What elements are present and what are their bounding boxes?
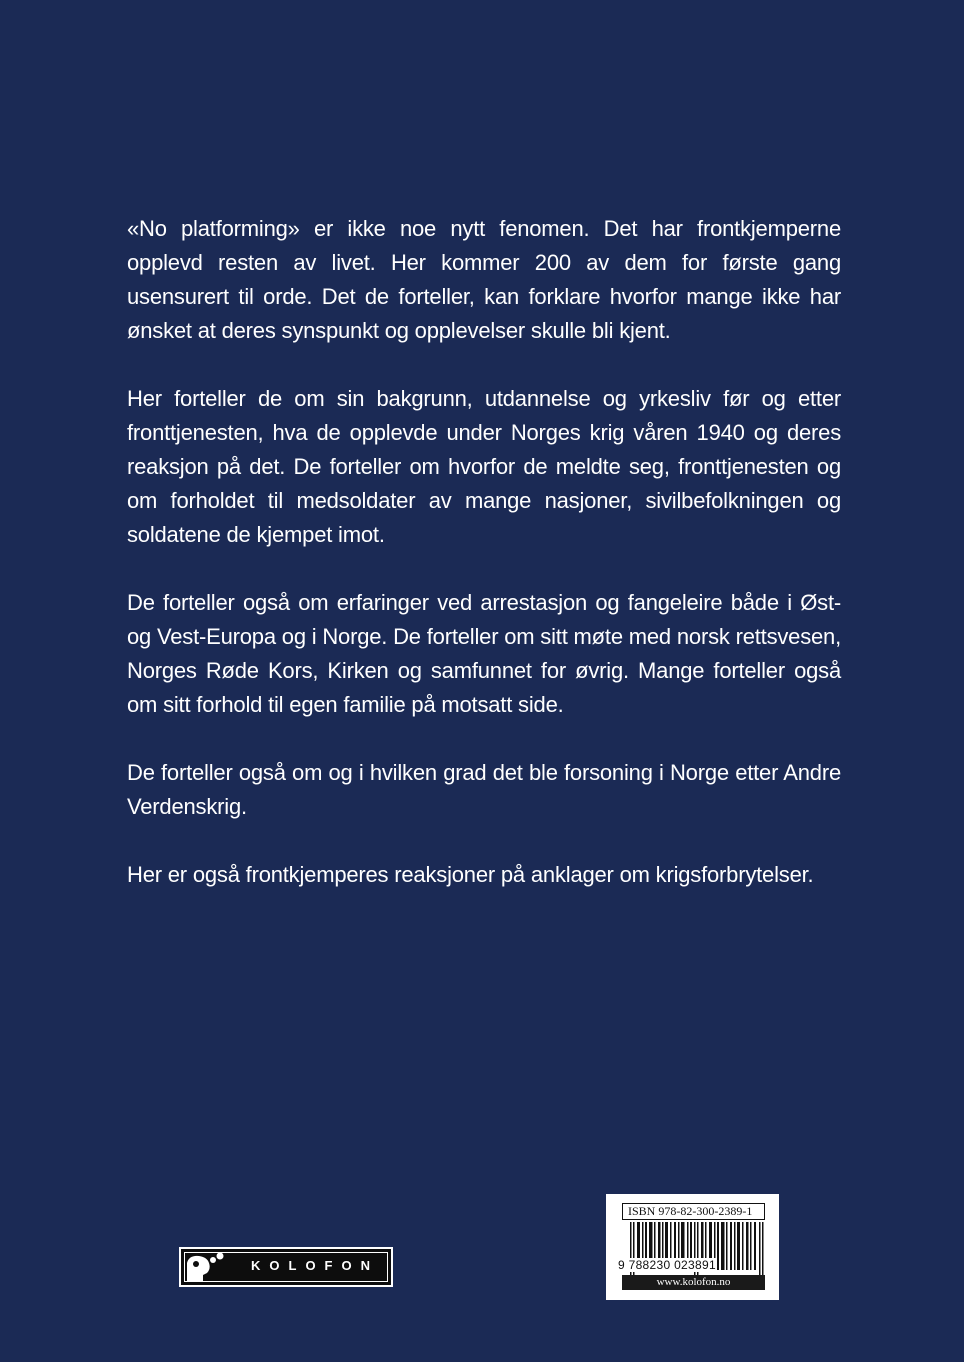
blurb-paragraph-5: Her er også frontkjemperes reaksjoner på anklager om krigsforbrytelser. bbox=[127, 862, 814, 887]
back-cover-blurb bbox=[127, 212, 841, 926]
isbn-barcode bbox=[606, 1194, 779, 1300]
blurb-paragraph-3: De forteller også om erfaringer ved arrestasjon og fangeleire både i Øst- og Vest-Europa og i Norge. De forteller om sitt møte med norsk rettsvesen, Norges Røde Kors, Kirken og samfunnet for øvrig. Mange forteller også om sitt forhold til egen familie på motsatt side. bbox=[127, 590, 841, 717]
blurb-paragraph-1: «No platforming» er ikke noe nytt fenomen. Det har frontkjemperne opplevd resten av livet. Her kommer 200 av dem for første gang usensurert til orde. Det de forteller, kan forklare hvorfor mange ikke har ønsket at deres synspunkt og opplevelser skulle bli kjent. bbox=[127, 216, 841, 343]
publisher-name: KOLOFON bbox=[251, 1258, 379, 1273]
blurb-paragraph-2: Her forteller de om sin bakgrunn, utdannelse og yrkesliv før og etter fronttjenesten, hva de opplevde under Norges krig våren 1940 og deres reaksjon på det. De forteller om hvorfor de meldte seg, fronttjenesten og om forholdet til medsoldater av mange nasjoner, sivilbefolkningen og soldatene de kjempet imot. bbox=[127, 386, 841, 547]
blurb-paragraph-4: De forteller også om og i hvilken grad det ble forsoning i Norge etter Andre Verdenskrig. bbox=[127, 760, 841, 819]
kolofon-mark-icon bbox=[185, 1251, 227, 1283]
barcode-digits: 9 788230 023891 bbox=[618, 1258, 716, 1272]
isbn-number: ISBN 978-82-300-2389-1 bbox=[622, 1203, 765, 1220]
publisher-logo bbox=[179, 1247, 393, 1287]
publisher-url: www.kolofon.no bbox=[622, 1275, 765, 1290]
